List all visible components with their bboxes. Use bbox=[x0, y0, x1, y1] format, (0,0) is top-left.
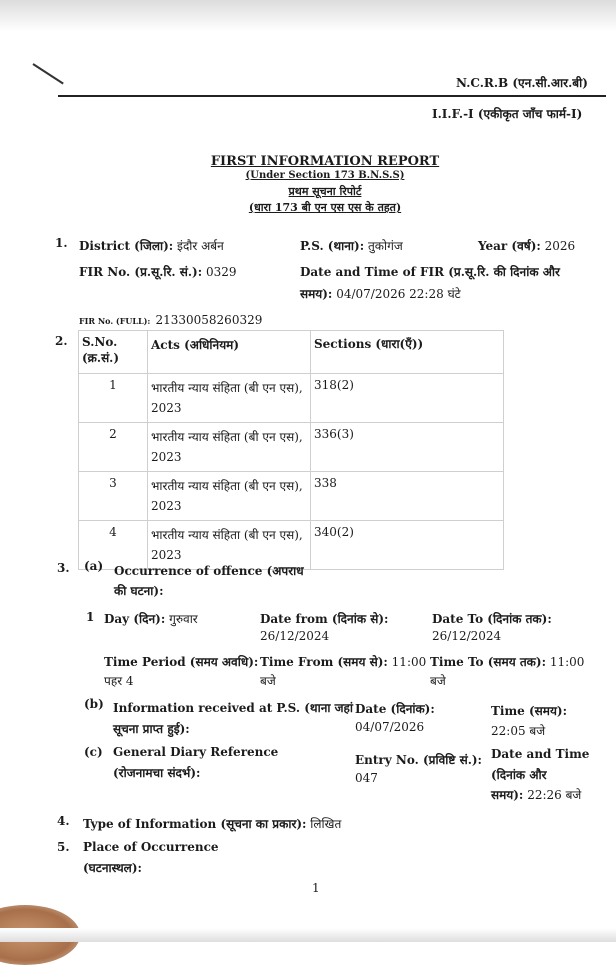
pen-mark bbox=[32, 63, 63, 84]
fir-full-label: FIR No. (FULL): bbox=[79, 316, 151, 326]
form-id: I.I.F.-I (एकीकृत जाँच फार्म-I) bbox=[432, 107, 583, 121]
ps-value: तुकोगंज bbox=[367, 239, 403, 253]
time-to-label: Time To (समय तक): bbox=[430, 655, 546, 669]
info-received-label: Information received at P.S. (थाना जहां bbox=[113, 701, 354, 715]
info-date-label: Date (दिनांक): bbox=[355, 702, 435, 716]
information-type-value: लिखित bbox=[310, 817, 342, 831]
fir-value: 0329 bbox=[205, 265, 237, 279]
fir-number-field bbox=[79, 263, 237, 280]
row-section: 338 bbox=[311, 472, 504, 521]
date-from-label: Date from (दिनांक से): bbox=[260, 612, 389, 626]
time-from-field bbox=[260, 653, 426, 670]
fir-full-value: 21330058260329 bbox=[155, 313, 263, 327]
row-sno: 2 bbox=[79, 423, 148, 472]
page-number: 1 bbox=[312, 881, 320, 895]
year-label: Year (वर्ष): bbox=[478, 239, 541, 253]
row-act: भारतीय न्याय संहिता (बी एन एस), 2023 bbox=[148, 374, 311, 423]
year-field bbox=[478, 237, 575, 254]
time-period-value: पहर 4 bbox=[104, 674, 134, 688]
scan-top-shadow bbox=[0, 0, 616, 32]
page-title: FIRST INFORMATION REPORT bbox=[210, 154, 440, 169]
time-period-label: Time Period (समय अवधि): bbox=[104, 655, 259, 669]
district-field bbox=[79, 237, 224, 254]
fir-label: FIR No. (प्र.सू.रि. सं.): bbox=[79, 265, 203, 279]
ps-label: P.S. (थाना): bbox=[300, 239, 365, 253]
row-act: भारतीय न्याय संहिता (बी एन एस), 2023 bbox=[148, 521, 311, 570]
gdr-datetime-label-3: समय): bbox=[491, 788, 524, 802]
scan-bottom-shadow bbox=[0, 928, 616, 942]
time-to-value: 11:00 bbox=[549, 655, 585, 669]
acts-sections-table bbox=[78, 330, 504, 570]
row-section: 318(2) bbox=[311, 374, 504, 423]
district-value: इंदौर अर्बन bbox=[177, 239, 224, 253]
row-section: 336(3) bbox=[311, 423, 504, 472]
header-acts: Acts (अधिनियम) bbox=[148, 331, 311, 374]
day-label: Day (दिन): bbox=[104, 612, 166, 626]
time-from-label: Time From (समय से): bbox=[260, 655, 388, 669]
section-2-number: 2. bbox=[55, 334, 68, 348]
title-hindi-under: (धारा 173 बी एन एस एस के तहत) bbox=[248, 201, 402, 214]
information-type-field bbox=[83, 815, 341, 832]
title-under-section: (Under Section 173 B.N.S.S) bbox=[245, 170, 405, 181]
row-sno: 1 bbox=[79, 374, 148, 423]
gdr-datetime-label: Date and Time bbox=[491, 747, 590, 761]
police-station-field bbox=[300, 237, 403, 254]
fir-datetime-value: 04/07/2026 22:28 घंटे bbox=[336, 287, 461, 301]
gdr-datetime-value: 22:26 बजे bbox=[527, 788, 582, 802]
title-hindi: प्रथम सूचना रिपोर्ट bbox=[288, 185, 362, 198]
header-sno: S.No. (क्र.सं.) bbox=[79, 331, 148, 374]
gdr-datetime-field bbox=[491, 786, 581, 803]
fir-full-field bbox=[79, 309, 262, 328]
year-value: 2026 bbox=[544, 239, 576, 253]
day-field bbox=[104, 610, 198, 627]
row-sno: 3 bbox=[79, 472, 148, 521]
section-1-number: 1. bbox=[55, 236, 68, 250]
subsection-a: (a) bbox=[84, 559, 104, 573]
table-row bbox=[79, 423, 504, 472]
occurrence-row-number: 1 bbox=[86, 610, 95, 624]
info-time-label: Time (समय): bbox=[491, 704, 568, 718]
occurrence-label: Occurrence of offence (अपराध bbox=[114, 564, 304, 578]
row-section: 340(2) bbox=[311, 521, 504, 570]
fir-datetime-label-2: समय): bbox=[300, 287, 333, 301]
table-row bbox=[79, 374, 504, 423]
info-received-label-2: सूचना प्राप्त हुई): bbox=[113, 722, 190, 736]
time-to-unit: बजे bbox=[430, 674, 446, 688]
day-value: गुरुवार bbox=[169, 612, 198, 626]
place-label-2: (घटनास्थल): bbox=[83, 861, 142, 875]
occurrence-label-2: की घटना): bbox=[114, 584, 164, 598]
section-4-number: 4. bbox=[57, 814, 70, 828]
gdr-label: General Diary Reference bbox=[113, 745, 279, 759]
entry-number-value: 047 bbox=[355, 771, 378, 785]
subsection-c: (c) bbox=[84, 745, 103, 759]
table-header-row bbox=[79, 331, 504, 374]
time-from-value: 11:00 bbox=[391, 655, 427, 669]
fir-datetime-field bbox=[300, 285, 461, 302]
place-label: Place of Occurrence bbox=[83, 840, 219, 854]
row-act: भारतीय न्याय संहिता (बी एन एस), 2023 bbox=[148, 423, 311, 472]
date-to-value: 26/12/2024 bbox=[432, 629, 502, 643]
entry-number-label: Entry No. (प्रविष्टि सं.): bbox=[355, 753, 482, 767]
header-divider bbox=[58, 95, 606, 97]
header-sections: Sections (धारा(एँ)) bbox=[311, 331, 504, 374]
row-sno: 4 bbox=[79, 521, 148, 570]
fir-datetime-label: Date and Time of FIR (प्र.सू.रि. की दिनांक और bbox=[300, 265, 560, 279]
time-to-field bbox=[430, 653, 584, 670]
section-5-number: 5. bbox=[57, 840, 70, 854]
gdr-label-2: (रोजनामचा संदर्भ): bbox=[113, 766, 201, 780]
section-3-number: 3. bbox=[57, 561, 70, 575]
time-from-unit: बजे bbox=[260, 674, 276, 688]
row-act: भारतीय न्याय संहिता (बी एन एस), 2023 bbox=[148, 472, 311, 521]
date-from-value: 26/12/2024 bbox=[260, 629, 330, 643]
information-type-label: Type of Information (सूचना का प्रकार): bbox=[83, 817, 307, 831]
ncrb-label: N.C.R.B (एन.सी.आर.बी) bbox=[456, 76, 588, 90]
date-to-label: Date To (दिनांक तक): bbox=[432, 612, 552, 626]
district-label: District (जिला): bbox=[79, 239, 174, 253]
info-date-value: 04/07/2026 bbox=[355, 720, 425, 734]
subsection-b: (b) bbox=[84, 697, 104, 711]
gdr-datetime-label-2: (दिनांक और bbox=[491, 768, 547, 782]
table-row bbox=[79, 472, 504, 521]
info-time-value: 22:05 बजे bbox=[491, 724, 546, 738]
